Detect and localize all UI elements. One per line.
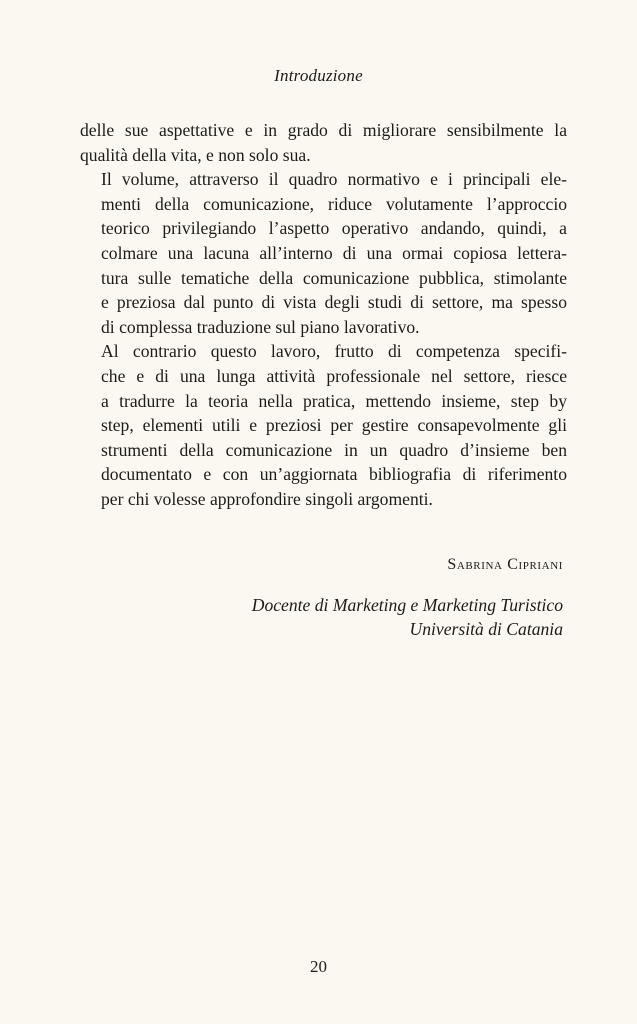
text-line: che e di una lunga attività professionale nel settore, riesce	[101, 365, 567, 386]
text-line: tura sulle tematiche della comunicazione pubblica, stimolante	[101, 267, 567, 288]
text-line: Al contrario questo lavoro, frutto di competenza specifi-	[101, 341, 567, 362]
text-line: colmare una lacuna all’interno di una ormai copiosa lettera-	[101, 242, 567, 263]
text-line: documentato e con un’aggiornata bibliografia di riferimento	[101, 464, 567, 485]
text-line: qualità della vita, e non solo sua.	[80, 144, 311, 165]
signature-institution: Università di Catania	[409, 619, 563, 639]
paragraph-3	[80, 339, 567, 511]
paragraph-1	[80, 118, 567, 167]
text-line: teorico privilegiando l’aspetto operativo andando, quindi, a	[101, 218, 567, 239]
running-head: Introduzione	[274, 66, 363, 85]
signature-name: Sabrina Cipriani	[447, 556, 563, 573]
text-line: step, elementi utili e preziosi per gestire consapevolmente gli	[101, 415, 567, 436]
text-line: per chi volesse approfondire singoli argomenti.	[101, 488, 433, 509]
text-line: Il volume, attraverso il quadro normativo e i principali ele-	[101, 169, 567, 190]
text-line: a tradurre la teoria nella pratica, mettendo insieme, step by	[101, 390, 567, 411]
text-line: delle sue aspettative e in grado di migliorare sensibilmente la	[80, 120, 567, 140]
page-number: 20	[310, 957, 327, 976]
text-line: di complessa traduzione sul piano lavorativo.	[101, 316, 420, 337]
signature-affiliation	[252, 593, 563, 641]
text-line: menti della comunicazione, riduce volutamente l’approccio	[101, 193, 567, 214]
paragraph-2	[80, 167, 567, 339]
text-line: e preziosa dal punto di vista degli studi di settore, ma spesso	[101, 292, 567, 313]
text-line: strumenti della comunicazione in un quadro d’insieme ben	[101, 439, 567, 460]
body-text	[80, 118, 567, 512]
signature-role: Docente di Marketing e Marketing Turistico	[251, 595, 563, 615]
